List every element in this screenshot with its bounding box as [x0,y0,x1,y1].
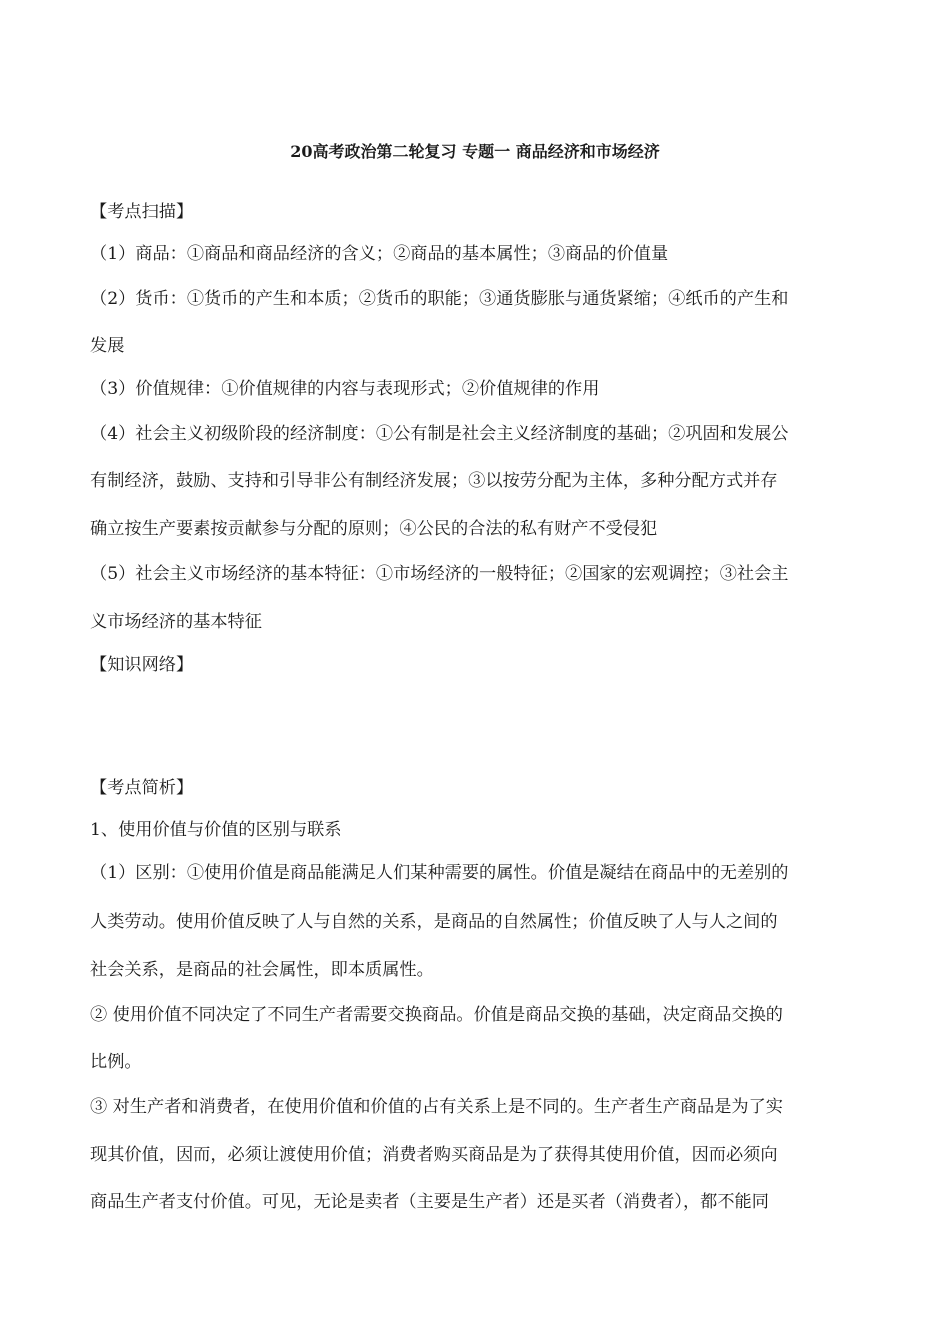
analysis-line-6: 比例。 [90,1052,142,1072]
scan-item-2-cont: 发展 [90,336,125,356]
analysis-line-9: 商品生产者支付价值。可见，无论是卖者（主要是生产者）还是买者（消费者），都不能同 [90,1192,769,1212]
scan-item-4-cont-1: 有制经济，鼓励、支持和引导非公有制经济发展；③以按劳分配为主体，多种分配方式并存 [90,471,778,491]
document-title: 20高考政治第二轮复习 专题一 商品经济和市场经济 [290,142,660,161]
analysis-line-4: 社会关系，是商品的社会属性，即本质属性。 [90,960,434,980]
scan-item-1: （1）商品：①商品和商品经济的含义；②商品的基本属性；③商品的价值量 [90,244,669,264]
analysis-line-5: ② 使用价值不同决定了不同生产者需要交换商品。价值是商品交换的基础，决定商品交换的 [90,1005,783,1025]
scan-item-3: （3）价值规律：①价值规律的内容与表现形式；②价值规律的作用 [90,379,600,399]
scan-item-2: （2）货币：①货币的产生和本质；②货币的职能；③通货膨胀与通货紧缩；④纸币的产生和 [90,289,789,309]
scan-item-4: （4）社会主义初级阶段的经济制度：①公有制是社会主义经济制度的基础；②巩固和发展公 [90,424,789,444]
scan-item-5-cont: 义市场经济的基本特征 [90,612,262,632]
analysis-line-8: 现其价值，因而，必须让渡使用价值；消费者购买商品是为了获得其使用价值，因而必须向 [90,1145,778,1165]
analysis-line-2: （1）区别：①使用价值是商品能满足人们某种需要的属性。价值是凝结在商品中的无差别的 [90,863,789,883]
scan-item-4-cont-2: 确立按生产要素按贡献参与分配的原则；④公民的合法的私有财产不受侵犯 [90,519,658,539]
section-heading-analysis: 【考点简析】 [90,778,194,798]
section-heading-network: 【知识网络】 [90,655,194,675]
analysis-line-3: 人类劳动。使用价值反映了人与自然的关系，是商品的自然属性；价值反映了人与人之间的 [90,912,778,932]
section-heading-scan: 【考点扫描】 [90,202,194,222]
analysis-line-1: 1、使用价值与价值的区别与联系 [90,820,342,840]
analysis-line-7: ③ 对生产者和消费者，在使用价值和价值的占有关系上是不同的。生产者生产商品是为了实 [90,1097,783,1117]
scan-item-5: （5）社会主义市场经济的基本特征：①市场经济的一般特征；②国家的宏观调控；③社会主 [90,564,789,584]
